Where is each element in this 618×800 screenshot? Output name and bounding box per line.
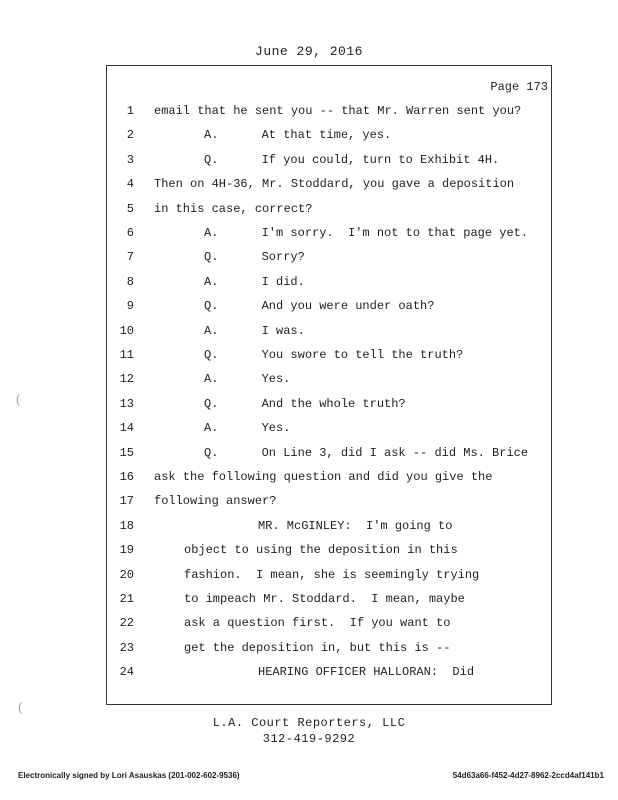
line-number: 1	[126, 104, 134, 118]
line-text: A. I'm sorry. I'm not to that page yet.	[204, 226, 529, 240]
transcript-line	[0, 324, 618, 344]
line-number: 7	[126, 250, 134, 265]
transcript-line	[0, 641, 618, 661]
line-text: object to using the deposition in this	[184, 543, 458, 558]
line-number: 22	[119, 616, 134, 631]
court-reporter-phone: 312-419-9292	[262, 732, 356, 746]
line-number: 2	[126, 128, 134, 143]
line-text: Q. Sorry?	[204, 250, 305, 265]
transcript-line	[0, 104, 618, 124]
transcript-line	[0, 446, 618, 466]
transcript-line	[0, 348, 618, 368]
line-number: 23	[119, 640, 134, 655]
line-number: 8	[126, 274, 134, 289]
line-text: following answer?	[154, 494, 277, 509]
line-number: 17	[119, 494, 134, 509]
transcript-line	[0, 470, 618, 490]
transcript-line	[0, 275, 618, 295]
line-text: HEARING OFFICER HALLORAN: Did	[258, 665, 475, 680]
line-text: A. Yes.	[204, 372, 291, 387]
line-number: 5	[126, 201, 134, 216]
transcript-line	[0, 665, 618, 685]
line-text: Q. And the whole truth?	[204, 396, 406, 411]
line-number: 13	[119, 396, 134, 411]
line-text: get the deposition in, but this is --	[184, 640, 451, 655]
document-id: 54d63a66-f452-4d27-8962-2ccd4af141b1	[452, 771, 604, 780]
transcript-line	[0, 592, 618, 612]
scan-mark: (	[16, 392, 20, 406]
transcript-line	[0, 568, 618, 588]
line-number: 24	[119, 665, 134, 680]
line-number: 10	[119, 323, 134, 338]
line-text: ask a question first. If you want to	[184, 616, 451, 631]
line-number: 18	[119, 518, 134, 533]
court-reporter-name: L.A. Court Reporters, LLC	[212, 716, 406, 730]
electronic-signature-note: Electronically signed by Lori Asauskas (201-002-602-9536)	[18, 771, 240, 780]
line-text: Q. And you were under oath?	[204, 299, 435, 314]
line-number: 20	[119, 567, 134, 582]
transcript-line	[0, 250, 618, 270]
transcript-line	[0, 153, 618, 173]
transcript-line	[0, 299, 618, 319]
line-text: Q. On Line 3, did I ask -- did Ms. Brice	[204, 445, 529, 460]
transcript-line	[0, 421, 618, 441]
line-number: 9	[126, 299, 134, 314]
line-number: 4	[126, 177, 134, 192]
transcript-line	[0, 616, 618, 636]
transcript-line	[0, 226, 618, 246]
line-number: 3	[126, 152, 134, 167]
line-text: A. I was.	[204, 323, 305, 338]
line-text: Q. If you could, turn to Exhibit 4H.	[204, 152, 500, 167]
transcript-line	[0, 202, 618, 222]
transcript-line	[0, 128, 618, 148]
line-text: A. Yes.	[204, 421, 291, 436]
scan-mark: (	[18, 700, 22, 714]
line-number: 19	[119, 543, 134, 558]
line-text: in this case, correct?	[154, 201, 313, 216]
transcript-line	[0, 543, 618, 563]
transcript-date: June 29, 2016	[255, 44, 363, 59]
line-number: 15	[119, 445, 134, 460]
transcript-line	[0, 494, 618, 514]
line-text: Q. You swore to tell the truth?	[204, 348, 464, 362]
transcript-line	[0, 177, 618, 197]
transcript-line	[0, 372, 618, 392]
line-number: 11	[119, 348, 134, 362]
line-text: ask the following question and did you give the	[154, 470, 493, 484]
line-text: fashion. I mean, she is seemingly trying	[184, 567, 480, 582]
transcript-line	[0, 519, 618, 539]
line-text: A. At that time, yes.	[204, 128, 392, 143]
line-text: email that he sent you -- that Mr. Warren sent you?	[154, 104, 522, 118]
transcript-line	[0, 397, 618, 417]
line-text: to impeach Mr. Stoddard. I mean, maybe	[184, 592, 465, 606]
line-number: 16	[119, 470, 134, 484]
line-number: 21	[119, 592, 134, 606]
line-number: 6	[126, 226, 134, 240]
line-number: 14	[119, 421, 134, 436]
page-number-label: Page 173	[490, 80, 548, 94]
line-text: Then on 4H-36, Mr. Stoddard, you gave a deposition	[154, 177, 515, 192]
line-text: A. I did.	[204, 274, 305, 289]
line-text: MR. McGINLEY: I'm going to	[258, 518, 453, 533]
line-number: 12	[119, 372, 134, 387]
